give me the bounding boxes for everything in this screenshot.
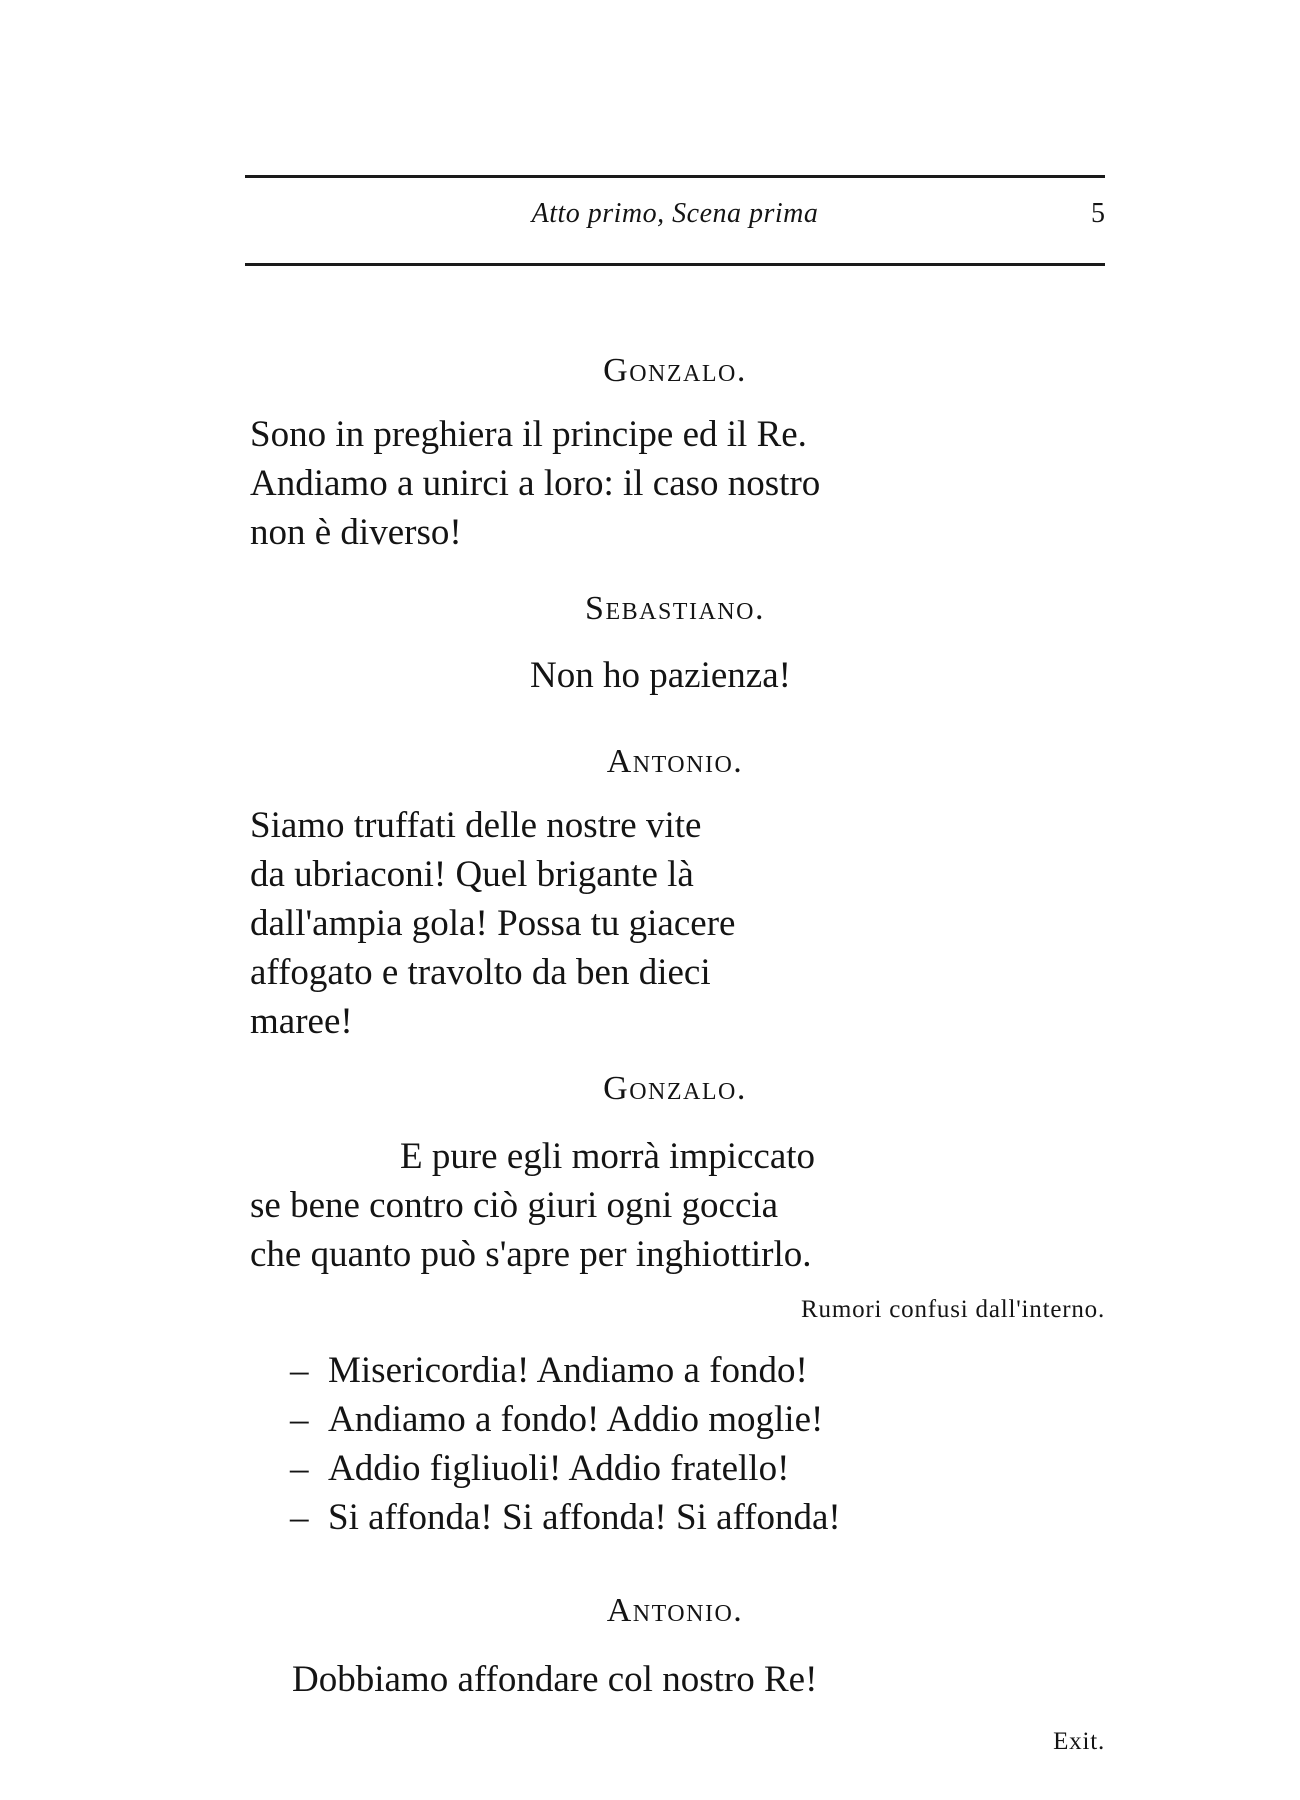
speaker-name: Antonio. xyxy=(606,743,744,780)
list-item xyxy=(290,1493,841,1542)
page-number: 5 xyxy=(1091,198,1105,229)
header-rule-top xyxy=(245,175,1105,178)
verse-line: non è diverso! xyxy=(250,512,462,553)
speech-block xyxy=(530,651,791,700)
speech-block xyxy=(250,1132,815,1279)
verse-line: dall'ampia gola! Possa tu giacere xyxy=(250,903,736,944)
cry-line: Si affonda! Si affonda! Si affonda! xyxy=(328,1497,841,1538)
header-rule-bottom xyxy=(245,263,1105,266)
list-item xyxy=(290,1444,841,1493)
speech-block xyxy=(292,1655,817,1704)
verse-line: Andiamo a unirci a loro: il caso nostro xyxy=(250,463,821,504)
cry-line: Misericordia! Andiamo a fondo! xyxy=(328,1350,808,1391)
speaker-name: Gonzalo. xyxy=(603,352,747,389)
stage-direction: Rumori confusi dall'interno. xyxy=(801,1296,1105,1323)
stage-direction: Exit. xyxy=(1053,1728,1105,1755)
verse-line: E pure egli morrà impiccato xyxy=(400,1136,816,1177)
verse-line: Dobbiamo affondare col nostro Re! xyxy=(292,1659,818,1700)
dash-mark: – xyxy=(290,1350,309,1391)
speaker-name: Sebastiano. xyxy=(585,590,765,627)
speaker-name: Antonio. xyxy=(606,1592,744,1629)
speech-block xyxy=(250,410,820,557)
speech-block xyxy=(250,801,735,1046)
verse-line: Non ho pazienza! xyxy=(530,655,791,696)
verse-line: Sono in preghiera il principe ed il Re. xyxy=(250,414,807,455)
dash-mark: – xyxy=(290,1448,309,1489)
list-item xyxy=(290,1395,841,1444)
speaker-name: Gonzalo. xyxy=(603,1070,747,1107)
verse-line: che quanto può s'apre per inghiottirlo. xyxy=(250,1234,812,1275)
verse-line: da ubriaconi! Quel brigante là xyxy=(250,854,694,895)
cry-line: Addio figliuoli! Addio fratello! xyxy=(328,1448,790,1489)
cries-list xyxy=(290,1346,841,1542)
verse-line: affogato e travolto da ben dieci xyxy=(250,952,711,993)
verse-line: se bene contro ciò giuri ogni goccia xyxy=(250,1185,779,1226)
dash-mark: – xyxy=(290,1497,309,1538)
cry-line: Andiamo a fondo! Addio moglie! xyxy=(328,1399,824,1440)
running-head xyxy=(245,198,1105,248)
verse-line: maree! xyxy=(250,1001,353,1042)
running-title: Atto primo, Scena prima xyxy=(531,198,819,229)
dash-mark: – xyxy=(290,1399,309,1440)
verse-line: Siamo truffati delle nostre vite xyxy=(250,805,702,846)
list-item xyxy=(290,1346,841,1395)
